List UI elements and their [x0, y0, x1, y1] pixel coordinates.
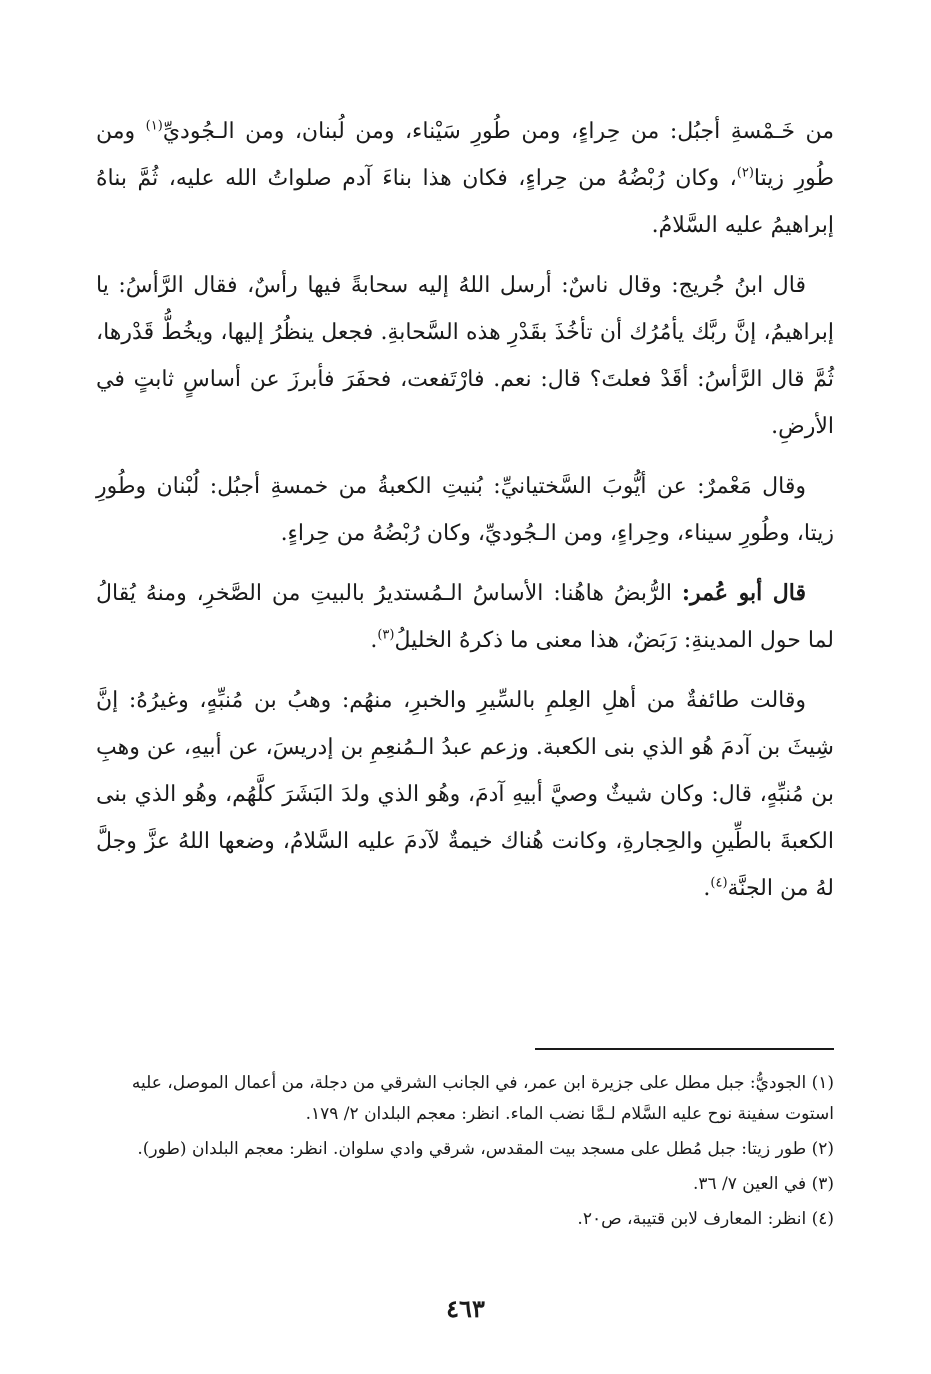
paragraph-1-text-2: ومن طُورِ زيتا: [96, 119, 834, 191]
paragraph-1-text-3: ، وكان رُبْضُهُ من حِراءٍ، فكان هذا بناءَ آدم صلواتُ الله عليه، ثُمَّ بناهُ إبراهيمُ عليه السَّلامُ.: [96, 166, 834, 238]
paragraph-2-text: قال ابنُ جُريج: وقال ناسٌ: أرسل اللهُ إليه سحابةً فيها رأسٌ، فقال الرَّأسُ: يا إبراهيمُ، إنَّ ربَّك يأمُرُك أن تأخُذَ بقَدْرِ هذه السَّحابةِ. فجعل ينظُرُ إليها، ويخُطُّ قَدْرها، ثُمَّ قال الرَّأسُ: أقَدْ فعلتَ؟ قال: نعم. فارْتَفعت، فحفَرَ فأبرزَ عن أساسٍ ثابتٍ في الأرضِ.: [96, 273, 834, 439]
paragraph-5-text: وقالت طائفةٌ من أهلِ العِلمِ بالسِّيرِ والخبرِ، منهُم: وهبُ بن مُنبِّهٍ، وغيرُهُ: إنَّ شِيثَ بن آدمَ هُو الذي بنى الكعبة. وزعم عبدُ الـمُنعِمِ بن إدريسَ، عن أبيهِ، عن وهبِ بن مُنبِّهٍ، قال: وكان شيثٌ وصيَّ أبيهِ آدمَ، وهُو الذي ولدَ البَشَرَ كلَّهُم، وهُو الذي بنى الكعبةَ بالطِّينِ والحِجارةِ، وكانت هُناك خيمةٌ لآدمَ عليه السَّلامُ، وضعها اللهُ عزَّ وجلَّ لهُ من الجنَّة: [96, 688, 834, 901]
paragraph-4: [96, 570, 834, 664]
page-number: ٤٦٣: [446, 1294, 485, 1323]
paragraph-1: [96, 108, 834, 249]
paragraph-1-text: من خَـمْسةِ أجبُل: من حِراءٍ، ومن طُورِ سَيْناء، ومن لُبنان، ومن الـجُوديِّ: [162, 119, 834, 144]
paragraph-3-text: وقال مَعْمرٌ: عن أيُّوبَ السَّختيانيِّ: بُنيتِ الكعبةُ من خمسةِ أجبُل: لُبْنان وطُورِ زيتا، وطُورِ سيناء، وحِراءٍ، ومن الـجُوديِّ، وكان رُبْضُهُ من حِراءٍ.: [96, 474, 834, 546]
paragraph-2: [96, 262, 834, 450]
footnote-3: (٣) في العين ٧/ ٣٦.: [692, 1174, 834, 1194]
paragraph-3: [96, 463, 834, 557]
footnote-separator: [535, 1048, 834, 1050]
footnote-ref-4: (٤): [710, 875, 728, 891]
paragraph-5-tail: .: [703, 876, 711, 901]
footnote-ref-2: (٢): [736, 165, 754, 181]
paragraph-4-tail: .: [370, 628, 378, 653]
footnote-2: (٢) طور زيتا: جبل مُطل على مسجد بيت المقدس، شرقي وادي سلوان. انظر: معجم البلدان (طور).: [137, 1139, 834, 1159]
footnote-4: (٤) انظر: المعارف لابن قتيبة، ص٢٠.: [577, 1209, 834, 1229]
paragraph-5: [96, 677, 834, 912]
paragraph-4-lead: قال أبو عُمر:: [681, 580, 807, 606]
footnotes: [96, 1068, 834, 1239]
footnote-ref-3: (٣): [377, 627, 395, 643]
paragraph-4-text: الرُّبضُ هاهُنا: الأساسُ الـمُستديرُ بالبيتِ من الصَّخرِ، ومنهُ يُقالُ لما حول المدينةِ: رَبَضٌ، هذا معنى ما ذكرهُ الخليلُ: [96, 581, 834, 653]
footnote-ref-1: (١): [145, 118, 163, 134]
footnote-1: (١) الجوديُّ: جبل مطل على جزيرة ابن عمر، في الجانب الشرقي من دجلة، من أعمال الموصل، عليه استوت سفينة نوح عليه السَّلام لـمَّا نضب الماء. انظر: معجم البلدان ٢/ ١٧٩.: [131, 1073, 834, 1124]
main-text: [96, 108, 834, 925]
